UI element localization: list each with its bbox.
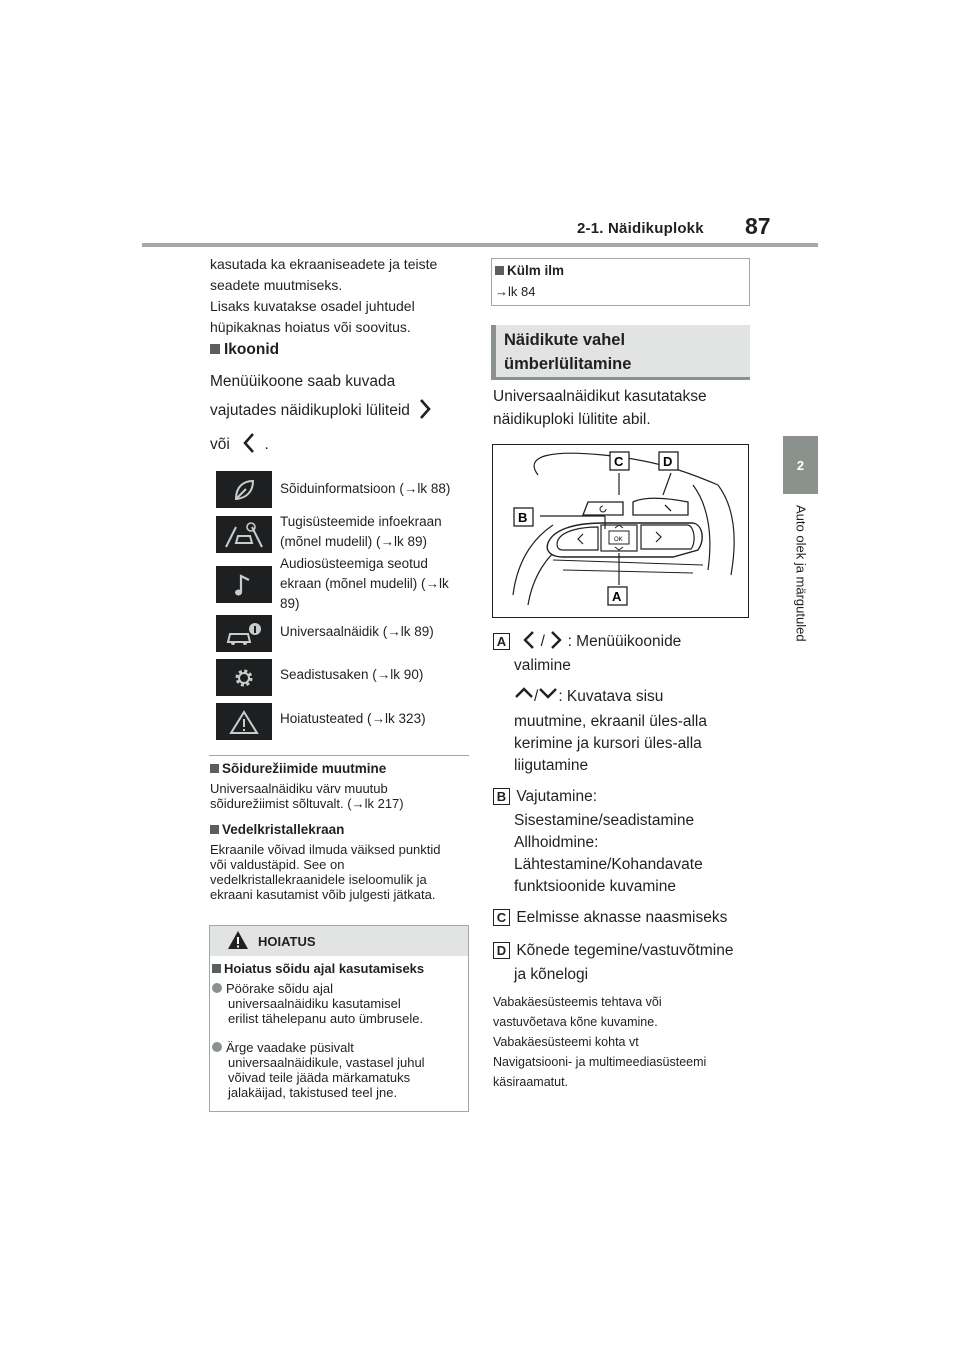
- chevron-left-icon: [522, 630, 536, 650]
- item-b-text: Allhoidmine:: [514, 834, 599, 851]
- gear-icon: [216, 659, 272, 696]
- item-a2: / : Kuvatava sisu: [514, 685, 663, 709]
- bullet-icon: [212, 1042, 222, 1052]
- note-text: Vabakäesüsteemis tehtava või vastuvõetava kõne kuvamine. Vabakäesüsteemi kohta vt Navigatsiooni- ja multimeediasüsteemi käsiraamatut.: [493, 995, 707, 1089]
- warning-bullet: Ärge vaadake püsivalt: [212, 1040, 354, 1055]
- intro-line: kasutada ka ekraaniseadete ja teiste: [210, 256, 438, 272]
- warning-text: jalakäijad, takistused teel jne.: [228, 1085, 398, 1100]
- page-number: 87: [745, 213, 771, 239]
- item-b-text: Lähtestamine/Kohandavate: [514, 856, 703, 873]
- icon-item-label: Sõiduinformatsioon (→lk 88): [280, 481, 451, 496]
- chevron-right-icon: [418, 398, 432, 420]
- drive-mode-text: sõidurežiimist sõltuvalt. (→lk 217): [210, 796, 404, 811]
- label-b: B: [493, 788, 510, 805]
- item-a2-text: muutmine, ekraanil üles-alla: [514, 713, 707, 730]
- label-d: D: [493, 942, 510, 959]
- item-b: B Vajutamine:: [493, 785, 597, 809]
- intro-line: Lisaks kuvatakse osadel juhtudel: [210, 298, 415, 314]
- cold-ref: →lk 84: [495, 284, 536, 299]
- ok-label: OK: [614, 537, 623, 543]
- item-a: A / : Menüüikoonide: [493, 630, 681, 654]
- lcd-text: või valdustäpid. See on: [210, 857, 345, 872]
- chevron-down-icon: [538, 686, 558, 700]
- section-title: 2-1. Näidikuplokk: [577, 220, 704, 237]
- icons-heading: Ikoonid: [210, 341, 279, 359]
- label-c: C: [493, 909, 510, 926]
- switching-title: Näidikute vahel ümberlülitamine: [491, 325, 750, 380]
- callout-b: B: [518, 510, 528, 525]
- music-note-icon: [216, 566, 272, 603]
- icon-item-label: 89): [280, 596, 300, 611]
- warning-text: võivad teile jääda märkamatuks: [228, 1070, 411, 1085]
- warning-triangle-icon: [216, 703, 272, 740]
- callout-d: D: [663, 454, 673, 469]
- leaf-icon: [216, 471, 272, 508]
- item-a2-text: kerimine ja kursori üles-alla: [514, 735, 702, 752]
- switch-paragraph: Universaalnäidikut kasutatakse: [493, 388, 707, 405]
- icon-item-label: Universaalnäidik (→lk 89): [280, 624, 434, 639]
- intro-line: hüpikaknas hoiatus või soovitus.: [210, 319, 411, 335]
- section-square-icon: [495, 266, 504, 275]
- bullet-icon: [212, 983, 222, 993]
- icon-item-label: Audiosüsteemiga seotud: [280, 556, 428, 571]
- item-d-text: ja kõnelogi: [514, 966, 589, 983]
- header-rule: [142, 243, 818, 247]
- car-info-icon: [216, 615, 272, 652]
- chapter-side-label: [784, 505, 818, 665]
- item-d: D Kõnede tegemine/vastuvõtmine: [493, 939, 733, 963]
- chevron-right-icon: [549, 630, 563, 650]
- icons-paragraph: vajutades näidikuploki lüliteid: [210, 398, 432, 423]
- warning-text: universaalnäidikule, vastasel juhul: [228, 1055, 425, 1070]
- icon-item-label: Seadistusaken (→lk 90): [280, 667, 424, 682]
- item-c: C Eelmisse aknasse naasmiseks: [493, 906, 727, 930]
- icon-item-label: Tugisüsteemide infoekraan: [280, 514, 442, 529]
- chapter-title: Auto olek ja märgutuled: [793, 505, 809, 642]
- item-b-text: Sisestamine/seadistamine: [514, 812, 695, 829]
- lcd-text: Ekraanile võivad ilmuda väiksed punktid: [210, 842, 441, 857]
- warning-text: erilist tähelepanu auto ümbrusele.: [228, 1011, 424, 1026]
- cold-heading: Külm ilm: [495, 263, 564, 279]
- item-a2-text: liigutamine: [514, 757, 589, 774]
- section-square-icon: [212, 964, 221, 973]
- chevron-left-icon: [242, 432, 256, 454]
- drive-mode-text: Universaalnäidiku värv muutub: [210, 781, 388, 796]
- icons-paragraph: Menüüikoone saab kuvada: [210, 373, 396, 390]
- chevron-up-icon: [514, 686, 534, 700]
- warning-triangle-icon: [227, 930, 249, 950]
- warning-bullet: Pöörake sõidu ajal: [212, 981, 333, 996]
- section-square-icon: [210, 344, 220, 354]
- warning-text: universaalnäidiku kasutamisel: [228, 996, 401, 1011]
- warning-title: HOIATUS: [258, 934, 316, 949]
- switch-paragraph: näidikuploki lülitite abil.: [493, 411, 651, 428]
- section-square-icon: [210, 825, 219, 834]
- divider: [209, 755, 469, 756]
- warning-heading: Hoiatus sõidu ajal kasutamiseks: [212, 961, 424, 977]
- callout-a: A: [612, 589, 622, 604]
- lcd-text: ekraani kasutamist võib julgesti jätkata.: [210, 887, 436, 902]
- icon-item-label: ekraan (mõnel mudelil) (→lk: [280, 576, 449, 591]
- drive-mode-heading: Sõidurežiimide muutmine: [210, 761, 386, 777]
- icons-paragraph: või .: [210, 432, 269, 457]
- lcd-heading: Vedelkristallekraan: [210, 822, 344, 838]
- steering-switch-figure: [492, 444, 749, 618]
- item-a-text: valimine: [514, 657, 571, 674]
- callout-c: C: [614, 454, 624, 469]
- icon-item-label: Hoiatusteated (→lk 323): [280, 711, 426, 726]
- label-a: A: [493, 633, 510, 650]
- chapter-tab: 2: [783, 436, 818, 494]
- item-b-text: funktsioonide kuvamine: [514, 878, 676, 895]
- intro-line: seadete muutmiseks.: [210, 277, 343, 293]
- steering-wheel-illustration: [493, 445, 748, 617]
- icon-item-label: (mõnel mudelil) (→lk 89): [280, 534, 428, 549]
- section-square-icon: [210, 764, 219, 773]
- driver-assist-icon: [216, 516, 272, 553]
- lcd-text: vedelkristallekraanidele iseloomulik ja: [210, 872, 427, 887]
